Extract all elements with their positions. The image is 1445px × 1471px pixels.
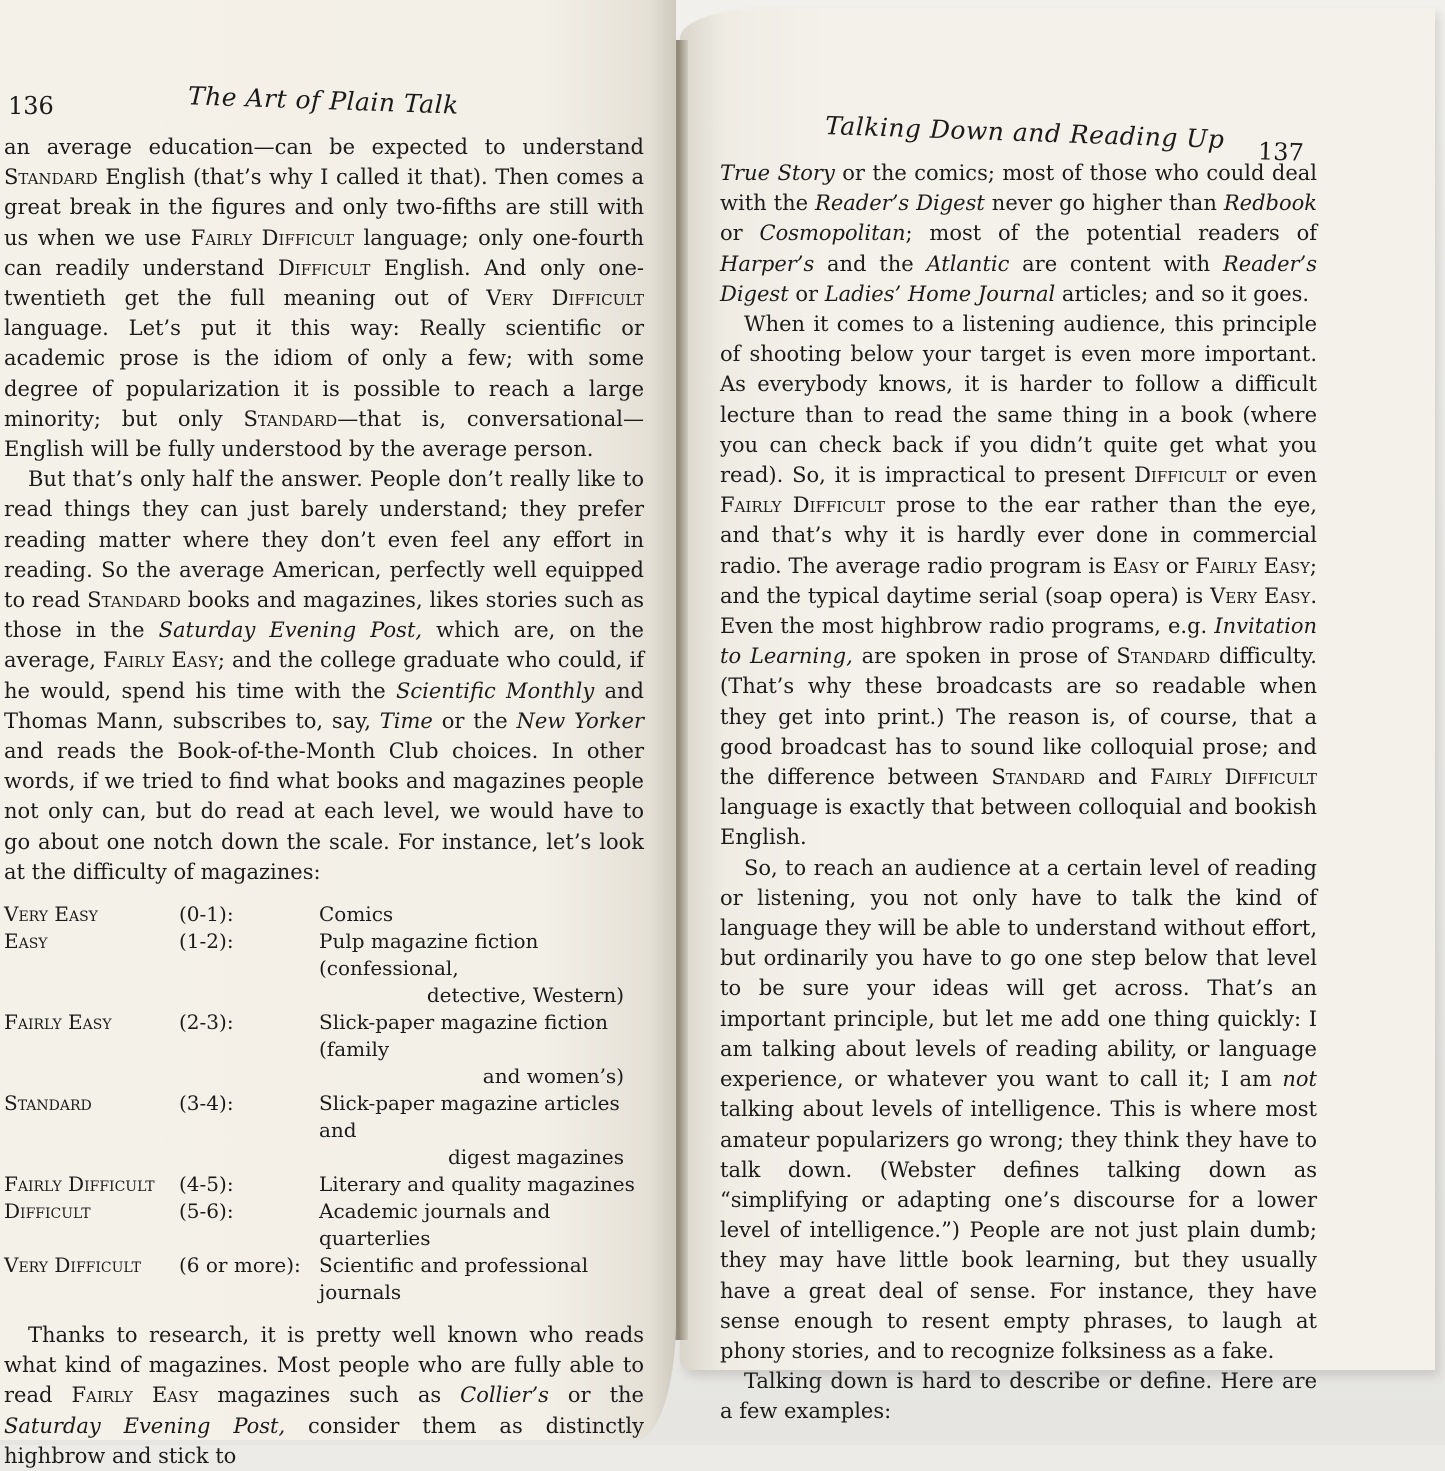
level-range: (1-2): — [179, 929, 234, 954]
level-range: (2-3): — [179, 1010, 234, 1035]
italic-title: Redbook — [1223, 191, 1317, 216]
level-range: (3-4): — [179, 1091, 234, 1116]
italic-title: Scientific Monthly — [396, 678, 595, 703]
table-row — [4, 1009, 644, 1090]
level-label: Standard — [4, 1091, 92, 1116]
magazine-type-continued: and women’s) — [482, 1064, 624, 1089]
level-range: (4-5): — [179, 1172, 234, 1197]
magazine-type-continued: digest magazines — [447, 1145, 624, 1170]
small-caps-term: Fairly Difficult — [720, 493, 886, 518]
paragraph: True Story or the comics; most of those who could deal with the Reader’s Digest never go higher than Redbook or Cosmopolitan; most of the potential readers of Harper’s and the Atlantic are content with Reader’s Digest or Ladies’ Home Journal articles; and so it goes. — [720, 161, 1318, 306]
table-row — [4, 1090, 644, 1171]
italic-title: not — [1282, 1067, 1317, 1092]
small-caps-term: Easy — [1112, 553, 1159, 578]
magazine-type: Slick-paper magazine articles and digest magazines — [319, 1090, 644, 1171]
small-caps-term: Standard — [1116, 644, 1211, 669]
table-row — [4, 1252, 644, 1306]
paragraph: an average education—can be expected to understand Standard English (that’s why I called it that). Then comes a great break in the figures and only two-fifths are still with us when we use Fairly Difficult language; only one-fourth can readily understand Difficult English. And only one-twentieth get the full meaning out of Very Difficult language. Let’s put it this way: Really scientific or academic prose is the idiom of only a few; with some degree of popularization it is possible to reach a large minority; but only Standard—that is, conversational—English will be fully understood by the average person. — [4, 135, 644, 462]
page-number-right: 137 — [1257, 137, 1305, 167]
magazine-type: Comics — [319, 902, 394, 927]
small-caps-term: Fairly Easy — [102, 648, 218, 673]
italic-title: Atlantic — [926, 251, 1010, 276]
paragraph: When it comes to a listening audience, this principle of shooting below your target is even more important. As everybody knows, it is harder to follow a difficult lecture than to read the same thing in a book (where you can check back if you didn’t quite get what you read). So, it is impractical to present Difficult or even Fairly Difficult prose to the ear rather than the eye, and that’s why it is hardly ever done in commercial radio. The average radio program is Easy or Fairly Easy; and the typical daytime serial (soap opera) is Very Easy. Even the most highbrow radio programs, e.g. Invitation to Learning, are spoken in prose of Standard difficulty. (That’s why these broadcasts are so readable when they get into print.) The reason is, of course, that a good broadcast has to sound like colloquial prose; and the difference between Standard and Fairly Difficult language is exactly that between colloquial and bookish English. — [720, 312, 1317, 850]
italic-title: Reader’s Digest — [815, 191, 985, 216]
small-caps-term: Standard — [4, 165, 98, 190]
small-caps-term: Fairly Easy — [1195, 553, 1310, 578]
small-caps-term: Fairly Difficult — [1150, 765, 1317, 790]
italic-title: Saturday Evening Post, — [158, 618, 423, 643]
table-row — [4, 901, 644, 928]
paragraph: Thanks to research, it is pretty well known who reads what kind of magazines. Most people who are fully able to read Fairly Easy magazines such as Collier’s or the Saturday Evening Post, consider them as distinctly highbrow and stick to — [4, 1323, 644, 1468]
small-caps-term: Very Difficult — [486, 286, 644, 311]
level-range: (0-1): — [179, 902, 234, 927]
table-row — [4, 1198, 644, 1252]
magazine-type: Slick-paper magazine fiction (family and women’s) — [319, 1009, 644, 1090]
level-label: Fairly Difficult — [4, 1172, 155, 1197]
left-page-text — [4, 132, 644, 1471]
paragraph: So, to reach an audience at a certain level of reading or listening, you not only have to talk the kind of language they will be able to understand without effort, but ordinarily you have to go one step below that level to be sure your ideas will get across. That’s an important principle, but let me add one thing quickly: I am talking about levels of reading ability, or language experience, or whatever you want to call it; I am not talking about levels of intelligence. This is where most amateur popularizers go wrong; they think they have to talk down. (Webster defines talking down as “simplifying or adapting one’s discourse for a lower level of intelligence.”) People are not just plain dumb; they may have little book learning, but they usually have a great deal of sense. For instance, they have sense enough to resent empty phrases, to laugh at phony stories, and to recognize folksiness as a fake. — [720, 855, 1317, 1363]
small-caps-term: Standard — [243, 406, 338, 431]
italic-title: Ladies’ Home Journal — [824, 281, 1056, 306]
magazine-difficulty-table — [4, 901, 644, 1306]
small-caps-term: Difficult — [277, 255, 371, 280]
level-label: Very Difficult — [4, 1253, 141, 1278]
italic-title: Reader’s Digest — [720, 251, 1318, 306]
small-caps-term: Standard — [87, 588, 181, 613]
paragraph: Talking down is hard to describe or define. Here are a few examples: — [720, 1369, 1317, 1424]
magazine-type: Academic journals and quarterlies — [319, 1199, 551, 1251]
italic-title: Saturday Evening Post, — [4, 1413, 286, 1438]
small-caps-term: Fairly Difficult — [190, 225, 355, 250]
running-head-left: The Art of Plain Talk — [187, 81, 460, 120]
level-label: Difficult — [4, 1199, 91, 1224]
small-caps-term: Fairly Easy — [71, 1383, 199, 1408]
table-row — [4, 928, 644, 1009]
italic-title: Collier’s — [460, 1383, 549, 1408]
running-head-right: Talking Down and Reading Up — [824, 111, 1225, 154]
small-caps-term: Standard — [991, 765, 1086, 790]
left-page — [0, 0, 676, 1468]
level-label: Very Easy — [4, 902, 98, 927]
page-number-left: 136 — [8, 92, 54, 120]
italic-title: Invitation to Learning, — [720, 614, 1317, 669]
level-label: Fairly Easy — [4, 1010, 112, 1035]
magazine-type-continued: detective, Western) — [426, 983, 624, 1008]
right-page — [680, 8, 1435, 1424]
italic-title: Harper’s — [720, 251, 815, 276]
table-row — [4, 1171, 644, 1198]
italic-title: New Yorker — [516, 708, 644, 733]
small-caps-term: Very Easy — [1210, 583, 1311, 608]
level-range: (6 or more): — [179, 1253, 301, 1278]
magazine-type: Scientific and professional journals — [319, 1253, 589, 1305]
italic-title: Cosmopolitan — [759, 221, 906, 246]
magazine-type: Literary and quality magazines — [319, 1172, 635, 1197]
paragraph: But that’s only half the answer. People don’t really like to read things they can just barely understand; they prefer reading matter where they don’t even feel any effort in reading. So the average American, perfectly well equipped to read Standard books and magazines, likes stories such as those in the Saturday Evening Post, which are, on the average, Fairly Easy; and the college graduate who could, if he would, spend his time with the Scientific Monthly and Thomas Mann, subscribes to, say, Time or the New Yorker and reads the Book-of-the-Month Club choices. In other words, if we tried to find what books and magazines people not only can, but do read at each level, we would have to go about one notch down the scale. For instance, let’s look at the difficulty of magazines: — [4, 467, 645, 884]
level-range: (5-6): — [179, 1199, 234, 1224]
right-page-text — [720, 158, 1317, 1427]
italic-title: Time — [379, 708, 433, 733]
small-caps-term: Difficult — [1134, 463, 1227, 488]
level-label: Easy — [4, 929, 48, 954]
magazine-type: Pulp magazine fiction (confessional, detective, Western) — [319, 928, 644, 1009]
italic-title: True Story — [720, 161, 835, 185]
